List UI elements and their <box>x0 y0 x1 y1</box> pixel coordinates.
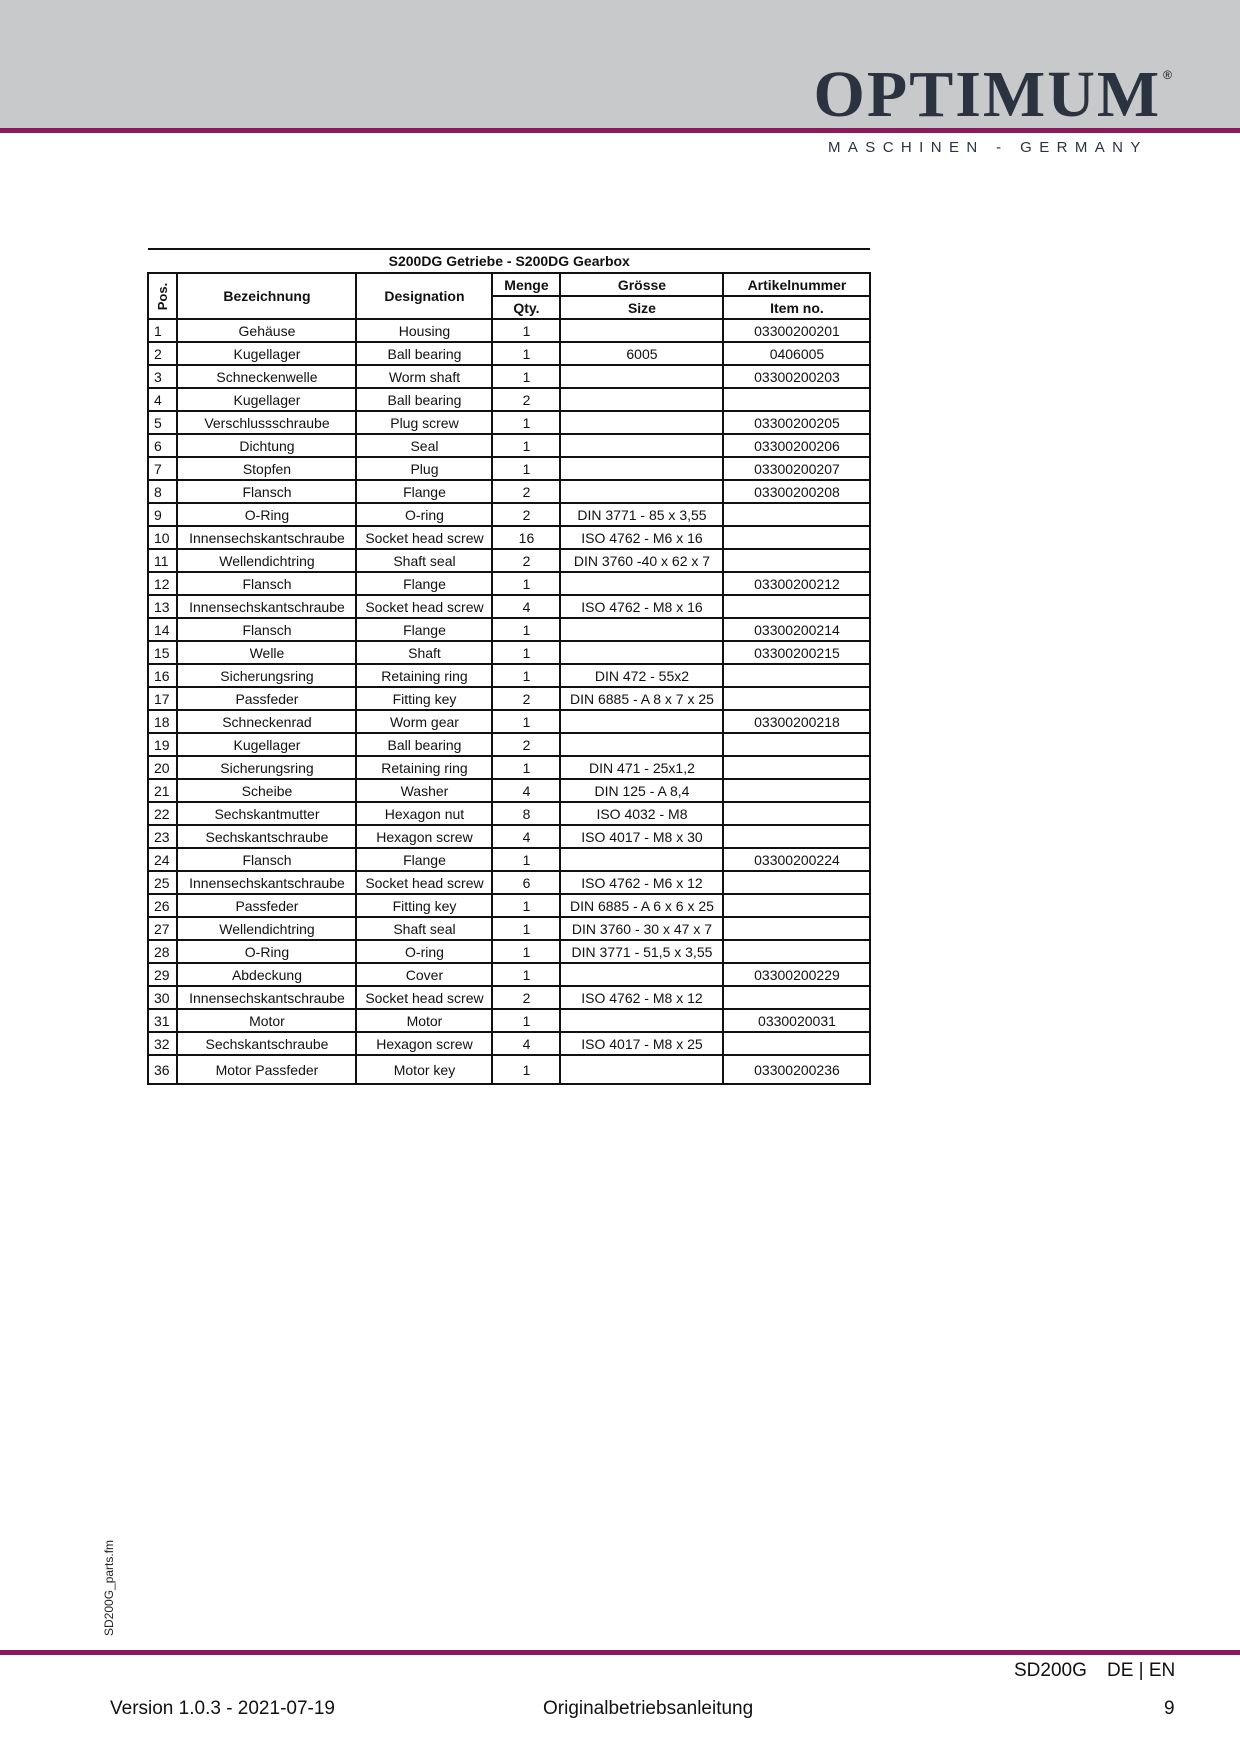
table-row <box>148 1055 870 1084</box>
bezeichnung-cell: Scheibe <box>177 779 356 802</box>
designation-cell: Washer <box>356 779 492 802</box>
item-no-cell: 03300200229 <box>723 963 870 986</box>
pos-cell: 2 <box>148 342 177 365</box>
header-bezeichnung: Bezeichnung <box>177 273 356 319</box>
pos-cell: 16 <box>148 664 177 687</box>
size-cell <box>560 641 723 664</box>
designation-cell: Plug <box>356 457 492 480</box>
table-row <box>148 618 870 641</box>
pos-cell: 7 <box>148 457 177 480</box>
designation-cell: O-ring <box>356 940 492 963</box>
pos-cell: 29 <box>148 963 177 986</box>
size-cell: 6005 <box>560 342 723 365</box>
item-no-cell <box>723 733 870 756</box>
doc-title: Originalbetriebsanleitung <box>543 1698 754 1719</box>
table-row <box>148 687 870 710</box>
designation-cell: Ball bearing <box>356 733 492 756</box>
table-row <box>148 871 870 894</box>
size-cell: DIN 3760 - 30 x 47 x 7 <box>560 917 723 940</box>
table-row <box>148 549 870 572</box>
page-number: 9 <box>1164 1698 1175 1719</box>
parts-table <box>147 248 871 1085</box>
designation-cell: Ball bearing <box>356 342 492 365</box>
table-row <box>148 457 870 480</box>
item-no-cell <box>723 664 870 687</box>
table-row <box>148 756 870 779</box>
bezeichnung-cell: Innensechskantschraube <box>177 595 356 618</box>
bezeichnung-cell: Motor <box>177 1009 356 1032</box>
qty-cell: 1 <box>492 894 560 917</box>
pos-cell: 17 <box>148 687 177 710</box>
item-no-cell <box>723 388 870 411</box>
header-size: Size <box>560 296 723 319</box>
size-cell <box>560 319 723 342</box>
item-no-cell <box>723 779 870 802</box>
pos-cell: 27 <box>148 917 177 940</box>
brand-name: OPTIMUM <box>813 58 1162 131</box>
size-cell <box>560 710 723 733</box>
item-no-cell <box>723 802 870 825</box>
qty-cell: 1 <box>492 618 560 641</box>
item-no-cell: 03300200236 <box>723 1055 870 1084</box>
item-no-cell <box>723 756 870 779</box>
pos-cell: 31 <box>148 1009 177 1032</box>
bezeichnung-cell: Wellendichtring <box>177 917 356 940</box>
header-pos: Pos. <box>148 273 177 319</box>
item-no-cell: 03300200205 <box>723 411 870 434</box>
qty-cell: 1 <box>492 365 560 388</box>
table-row <box>148 802 870 825</box>
pos-cell: 5 <box>148 411 177 434</box>
qty-cell: 4 <box>492 595 560 618</box>
pos-cell: 26 <box>148 894 177 917</box>
bezeichnung-cell: Kugellager <box>177 342 356 365</box>
item-no-cell: 03300200212 <box>723 572 870 595</box>
item-no-cell: 03300200224 <box>723 848 870 871</box>
qty-cell: 1 <box>492 434 560 457</box>
table-row <box>148 572 870 595</box>
item-no-cell <box>723 871 870 894</box>
table-row <box>148 733 870 756</box>
designation-cell: Shaft seal <box>356 917 492 940</box>
size-cell: ISO 4762 - M8 x 12 <box>560 986 723 1009</box>
pos-cell: 3 <box>148 365 177 388</box>
qty-cell: 16 <box>492 526 560 549</box>
qty-cell: 1 <box>492 1055 560 1084</box>
qty-cell: 2 <box>492 503 560 526</box>
bezeichnung-cell: Passfeder <box>177 687 356 710</box>
table-row <box>148 342 870 365</box>
size-cell <box>560 572 723 595</box>
bezeichnung-cell: Welle <box>177 641 356 664</box>
pos-cell: 23 <box>148 825 177 848</box>
header-menge: Menge <box>492 273 560 296</box>
designation-cell: Socket head screw <box>356 526 492 549</box>
table-row <box>148 365 870 388</box>
pos-cell: 22 <box>148 802 177 825</box>
item-no-cell <box>723 825 870 848</box>
bezeichnung-cell: Sechskantmutter <box>177 802 356 825</box>
size-cell: DIN 3771 - 85 x 3,55 <box>560 503 723 526</box>
qty-cell: 1 <box>492 963 560 986</box>
designation-cell: Motor <box>356 1009 492 1032</box>
pos-cell: 20 <box>148 756 177 779</box>
table-row <box>148 388 870 411</box>
table-row <box>148 917 870 940</box>
size-cell <box>560 480 723 503</box>
header-qty: Qty. <box>492 296 560 319</box>
item-no-cell: 03300200207 <box>723 457 870 480</box>
table-row <box>148 319 870 342</box>
designation-cell: Flange <box>356 618 492 641</box>
size-cell <box>560 388 723 411</box>
brand-logo <box>812 58 1172 131</box>
pos-cell: 11 <box>148 549 177 572</box>
pos-cell: 14 <box>148 618 177 641</box>
size-cell: DIN 3771 - 51,5 x 3,55 <box>560 940 723 963</box>
qty-cell: 1 <box>492 848 560 871</box>
bezeichnung-cell: Kugellager <box>177 733 356 756</box>
pos-cell: 8 <box>148 480 177 503</box>
pos-cell: 15 <box>148 641 177 664</box>
bezeichnung-cell: Stopfen <box>177 457 356 480</box>
designation-cell: Seal <box>356 434 492 457</box>
bezeichnung-cell: Sicherungsring <box>177 664 356 687</box>
qty-cell: 2 <box>492 388 560 411</box>
bezeichnung-cell: O-Ring <box>177 940 356 963</box>
item-no-cell <box>723 894 870 917</box>
bezeichnung-cell: Flansch <box>177 848 356 871</box>
item-no-cell: 03300200214 <box>723 618 870 641</box>
item-no-cell: 03300200215 <box>723 641 870 664</box>
language-indicator: DE | EN <box>1107 1660 1176 1681</box>
parts-table-body <box>148 319 870 1084</box>
table-row <box>148 1032 870 1055</box>
item-no-cell <box>723 503 870 526</box>
table-row <box>148 1009 870 1032</box>
size-cell: ISO 4017 - M8 x 25 <box>560 1032 723 1055</box>
footer-rule <box>0 1650 1240 1655</box>
bezeichnung-cell: Kugellager <box>177 388 356 411</box>
item-no-cell <box>723 526 870 549</box>
designation-cell: Fitting key <box>356 894 492 917</box>
qty-cell: 1 <box>492 319 560 342</box>
size-cell <box>560 848 723 871</box>
size-cell: DIN 472 - 55x2 <box>560 664 723 687</box>
qty-cell: 1 <box>492 342 560 365</box>
designation-cell: Hexagon screw <box>356 825 492 848</box>
designation-cell: Cover <box>356 963 492 986</box>
bezeichnung-cell: Motor Passfeder <box>177 1055 356 1084</box>
item-no-cell: 0406005 <box>723 342 870 365</box>
bezeichnung-cell: Sicherungsring <box>177 756 356 779</box>
pos-cell: 12 <box>148 572 177 595</box>
pos-cell: 21 <box>148 779 177 802</box>
pos-cell: 25 <box>148 871 177 894</box>
bezeichnung-cell: O-Ring <box>177 503 356 526</box>
table-row <box>148 641 870 664</box>
header-item-no: Item no. <box>723 296 870 319</box>
item-no-cell <box>723 549 870 572</box>
qty-cell: 2 <box>492 687 560 710</box>
designation-cell: Hexagon screw <box>356 1032 492 1055</box>
table-row <box>148 526 870 549</box>
qty-cell: 4 <box>492 779 560 802</box>
table-caption: S200DG Getriebe - S200DG Gearbox <box>148 249 870 273</box>
bezeichnung-cell: Wellendichtring <box>177 549 356 572</box>
size-cell: ISO 4762 - M6 x 16 <box>560 526 723 549</box>
table-row <box>148 940 870 963</box>
pos-cell: 32 <box>148 1032 177 1055</box>
table-row <box>148 480 870 503</box>
size-cell <box>560 411 723 434</box>
size-cell <box>560 1055 723 1084</box>
pos-cell: 9 <box>148 503 177 526</box>
pos-cell: 6 <box>148 434 177 457</box>
designation-cell: O-ring <box>356 503 492 526</box>
side-file-label: SD200G_parts.fm <box>102 1539 116 1636</box>
item-no-cell <box>723 687 870 710</box>
table-row <box>148 664 870 687</box>
bezeichnung-cell: Passfeder <box>177 894 356 917</box>
designation-cell: Ball bearing <box>356 388 492 411</box>
designation-cell: Flange <box>356 848 492 871</box>
designation-cell: Hexagon nut <box>356 802 492 825</box>
pos-cell: 30 <box>148 986 177 1009</box>
designation-cell: Housing <box>356 319 492 342</box>
size-cell: DIN 471 - 25x1,2 <box>560 756 723 779</box>
table-row <box>148 848 870 871</box>
designation-cell: Worm gear <box>356 710 492 733</box>
item-no-cell: 0330020031 <box>723 1009 870 1032</box>
designation-cell: Socket head screw <box>356 871 492 894</box>
size-cell <box>560 963 723 986</box>
bezeichnung-cell: Schneckenrad <box>177 710 356 733</box>
brand-tagline: MASCHINEN - GERMANY <box>828 139 1148 156</box>
item-no-cell <box>723 940 870 963</box>
pos-cell: 36 <box>148 1055 177 1084</box>
designation-cell: Plug screw <box>356 411 492 434</box>
size-cell: ISO 4032 - M8 <box>560 802 723 825</box>
pos-cell: 13 <box>148 595 177 618</box>
designation-cell: Shaft seal <box>356 549 492 572</box>
doc-code: SD200G <box>1014 1660 1087 1681</box>
size-cell <box>560 434 723 457</box>
bezeichnung-cell: Gehäuse <box>177 319 356 342</box>
bezeichnung-cell: Abdeckung <box>177 963 356 986</box>
size-cell: ISO 4017 - M8 x 30 <box>560 825 723 848</box>
version-info: Version 1.0.3 - 2021-07-19 <box>110 1698 335 1719</box>
item-no-cell: 03300200208 <box>723 480 870 503</box>
bezeichnung-cell: Schneckenwelle <box>177 365 356 388</box>
size-cell: DIN 6885 - A 6 x 6 x 25 <box>560 894 723 917</box>
size-cell <box>560 365 723 388</box>
qty-cell: 1 <box>492 641 560 664</box>
qty-cell: 1 <box>492 1009 560 1032</box>
qty-cell: 8 <box>492 802 560 825</box>
bezeichnung-cell: Dichtung <box>177 434 356 457</box>
qty-cell: 4 <box>492 825 560 848</box>
bezeichnung-cell: Flansch <box>177 480 356 503</box>
qty-cell: 1 <box>492 664 560 687</box>
header-designation: Designation <box>356 273 492 319</box>
pos-cell: 28 <box>148 940 177 963</box>
item-no-cell: 03300200206 <box>723 434 870 457</box>
designation-cell: Shaft <box>356 641 492 664</box>
bezeichnung-cell: Flansch <box>177 572 356 595</box>
size-cell: DIN 3760 -40 x 62 x 7 <box>560 549 723 572</box>
qty-cell: 2 <box>492 480 560 503</box>
qty-cell: 6 <box>492 871 560 894</box>
size-cell: ISO 4762 - M6 x 12 <box>560 871 723 894</box>
qty-cell: 1 <box>492 940 560 963</box>
qty-cell: 2 <box>492 986 560 1009</box>
table-row <box>148 503 870 526</box>
size-cell <box>560 1009 723 1032</box>
qty-cell: 1 <box>492 756 560 779</box>
qty-cell: 4 <box>492 1032 560 1055</box>
designation-cell: Fitting key <box>356 687 492 710</box>
item-no-cell <box>723 917 870 940</box>
table-row <box>148 595 870 618</box>
qty-cell: 1 <box>492 411 560 434</box>
qty-cell: 1 <box>492 917 560 940</box>
table-row <box>148 825 870 848</box>
bezeichnung-cell: Innensechskantschraube <box>177 871 356 894</box>
bezeichnung-cell: Sechskantschraube <box>177 1032 356 1055</box>
item-no-cell: 03300200203 <box>723 365 870 388</box>
designation-cell: Worm shaft <box>356 365 492 388</box>
header-groesse: Grösse <box>560 273 723 296</box>
table-row <box>148 894 870 917</box>
bezeichnung-cell: Innensechskantschraube <box>177 526 356 549</box>
item-no-cell <box>723 986 870 1009</box>
table-row <box>148 986 870 1009</box>
header-artikelnummer: Artikelnummer <box>723 273 870 296</box>
size-cell <box>560 733 723 756</box>
pos-cell: 19 <box>148 733 177 756</box>
qty-cell: 1 <box>492 457 560 480</box>
qty-cell: 1 <box>492 572 560 595</box>
registered-mark: ® <box>1163 68 1172 82</box>
pos-cell: 18 <box>148 710 177 733</box>
designation-cell: Retaining ring <box>356 664 492 687</box>
bezeichnung-cell: Sechskantschraube <box>177 825 356 848</box>
size-cell <box>560 457 723 480</box>
bezeichnung-cell: Verschlussschraube <box>177 411 356 434</box>
designation-cell: Flange <box>356 572 492 595</box>
table-row <box>148 710 870 733</box>
table-row <box>148 434 870 457</box>
designation-cell: Socket head screw <box>356 595 492 618</box>
size-cell: ISO 4762 - M8 x 16 <box>560 595 723 618</box>
table-row <box>148 779 870 802</box>
table-row <box>148 963 870 986</box>
designation-cell: Retaining ring <box>356 756 492 779</box>
item-no-cell: 03300200201 <box>723 319 870 342</box>
pos-cell: 4 <box>148 388 177 411</box>
pos-cell: 10 <box>148 526 177 549</box>
qty-cell: 1 <box>492 710 560 733</box>
designation-cell: Motor key <box>356 1055 492 1084</box>
size-cell: DIN 125 - A 8,4 <box>560 779 723 802</box>
item-no-cell: 03300200218 <box>723 710 870 733</box>
qty-cell: 2 <box>492 549 560 572</box>
bezeichnung-cell: Innensechskantschraube <box>177 986 356 1009</box>
item-no-cell <box>723 1032 870 1055</box>
pos-cell: 1 <box>148 319 177 342</box>
qty-cell: 2 <box>492 733 560 756</box>
pos-cell: 24 <box>148 848 177 871</box>
size-cell: DIN 6885 - A 8 x 7 x 25 <box>560 687 723 710</box>
designation-cell: Socket head screw <box>356 986 492 1009</box>
item-no-cell <box>723 595 870 618</box>
table-row <box>148 411 870 434</box>
size-cell <box>560 618 723 641</box>
bezeichnung-cell: Flansch <box>177 618 356 641</box>
designation-cell: Flange <box>356 480 492 503</box>
